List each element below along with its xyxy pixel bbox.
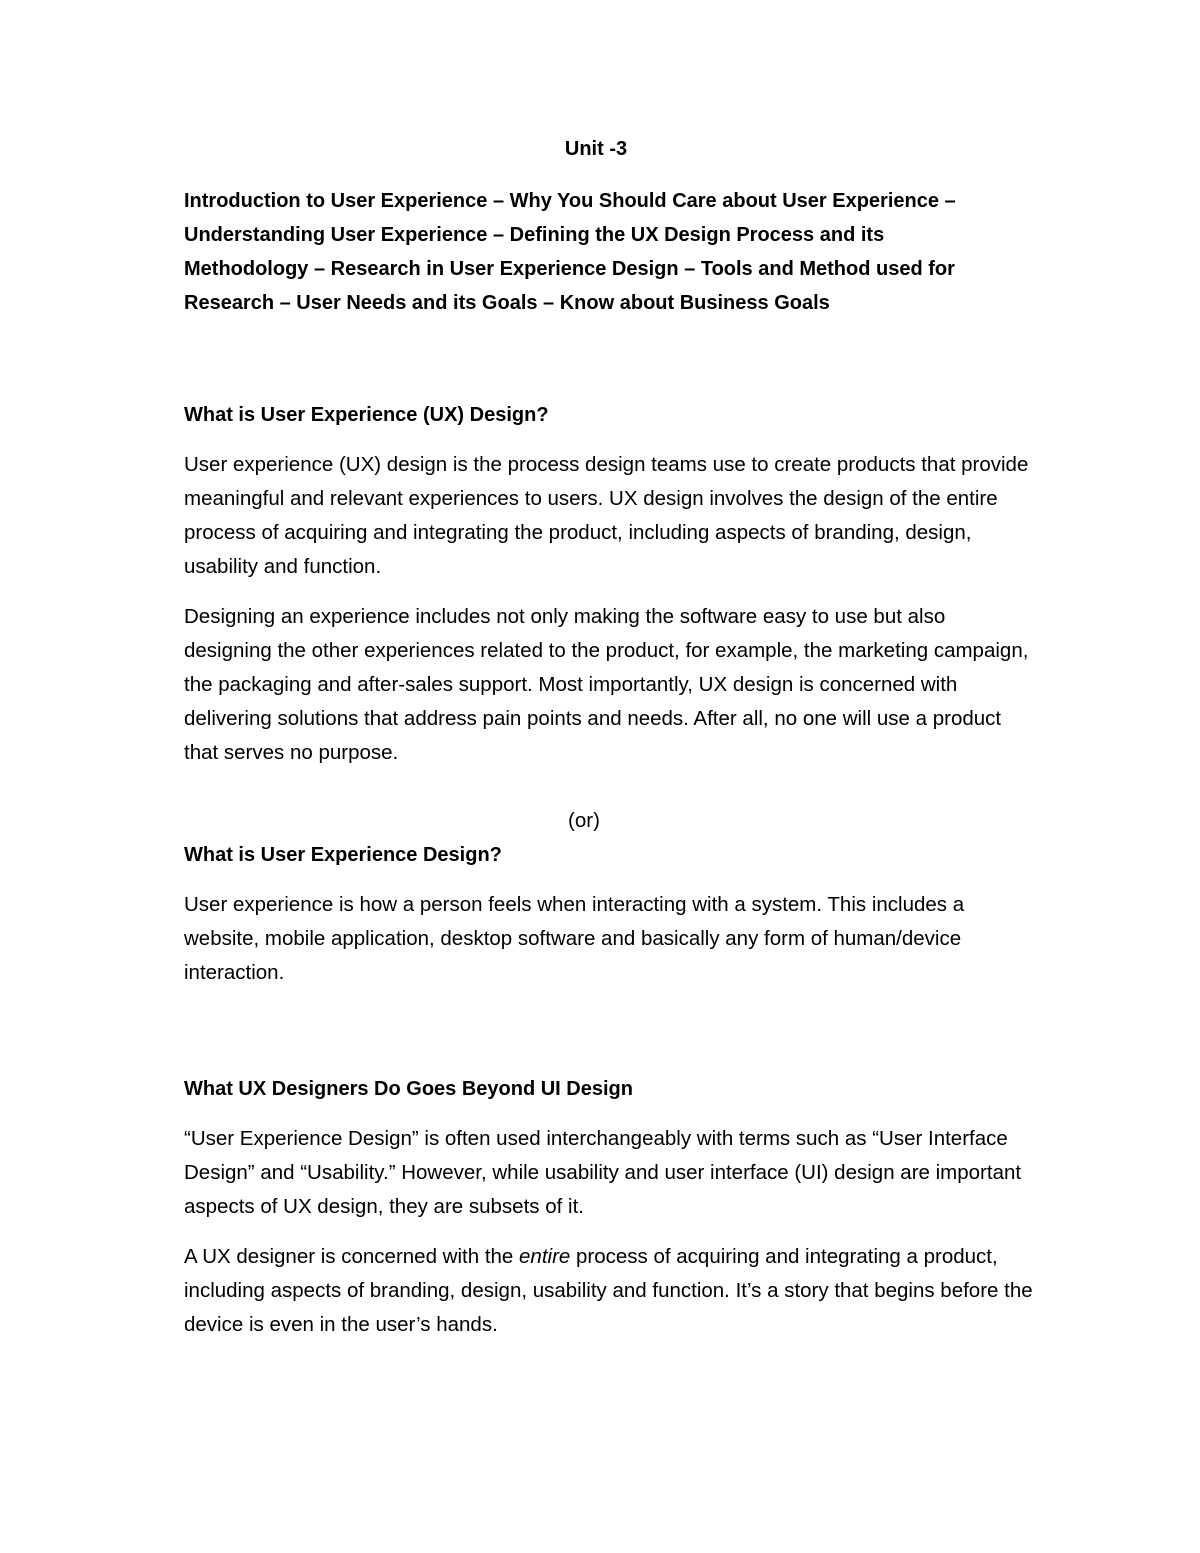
document-content (184, 136, 1034, 1342)
paragraph-ux-definition: User experience (UX) design is the process design teams use to create products that provide meaningful and relevant experiences to users. UX design involves the design of the entire process of acquiring and integrating the product, including aspects of branding, design, usability and function. (184, 453, 1029, 578)
emphasis-entire: entire (519, 1245, 571, 1268)
unit-topics: Introduction to User Experience – Why You Should Care about User Experience – Understanding User Experience – Defining the UX Design Process and its Methodology – Research in User Experience Design – Tools and Method used for Research – User Needs and its Goals – Know about Business Goals (184, 190, 956, 314)
section-heading-ux-design: What is User Experience (UX) Design? (184, 404, 549, 426)
paragraph-text-end: process of acquiring and integrating a product, including aspects of branding, design, usability and function. It’s a story that begins before the device is even in the user’s hands. (184, 1245, 1033, 1336)
section-heading-beyond-ui: What UX Designers Do Goes Beyond UI Design (184, 1078, 633, 1100)
paragraph-ux-vs-ui: “User Experience Design” is often used interchangeably with terms such as “User Interface Design” and “Usability.” However, while usability and user interface (UI) design are important aspects of UX design, they are subsets of it. (184, 1127, 1022, 1218)
section-heading-user-experience-design: What is User Experience Design? (184, 844, 502, 866)
or-separator: (or) (568, 809, 600, 832)
paragraph-designing-experience: Designing an experience includes not only making the software easy to use but also designing the other experiences related to the product, for example, the marketing campaign, the packaging and after-sales support. Most importantly, UX design is concerned with delivering solutions that address pain points and needs. After all, no one will use a product that serves no purpose. (184, 605, 1029, 764)
paragraph-text-start: A UX designer is concerned with the (184, 1245, 520, 1268)
paragraph-user-experience: User experience is how a person feels when interacting with a system. This includes a website, mobile application, desktop software and basically any form of human/device interaction. (184, 893, 965, 984)
paragraph-ux-designer-concern (184, 1240, 1034, 1342)
unit-title: Unit -3 (564, 138, 628, 160)
